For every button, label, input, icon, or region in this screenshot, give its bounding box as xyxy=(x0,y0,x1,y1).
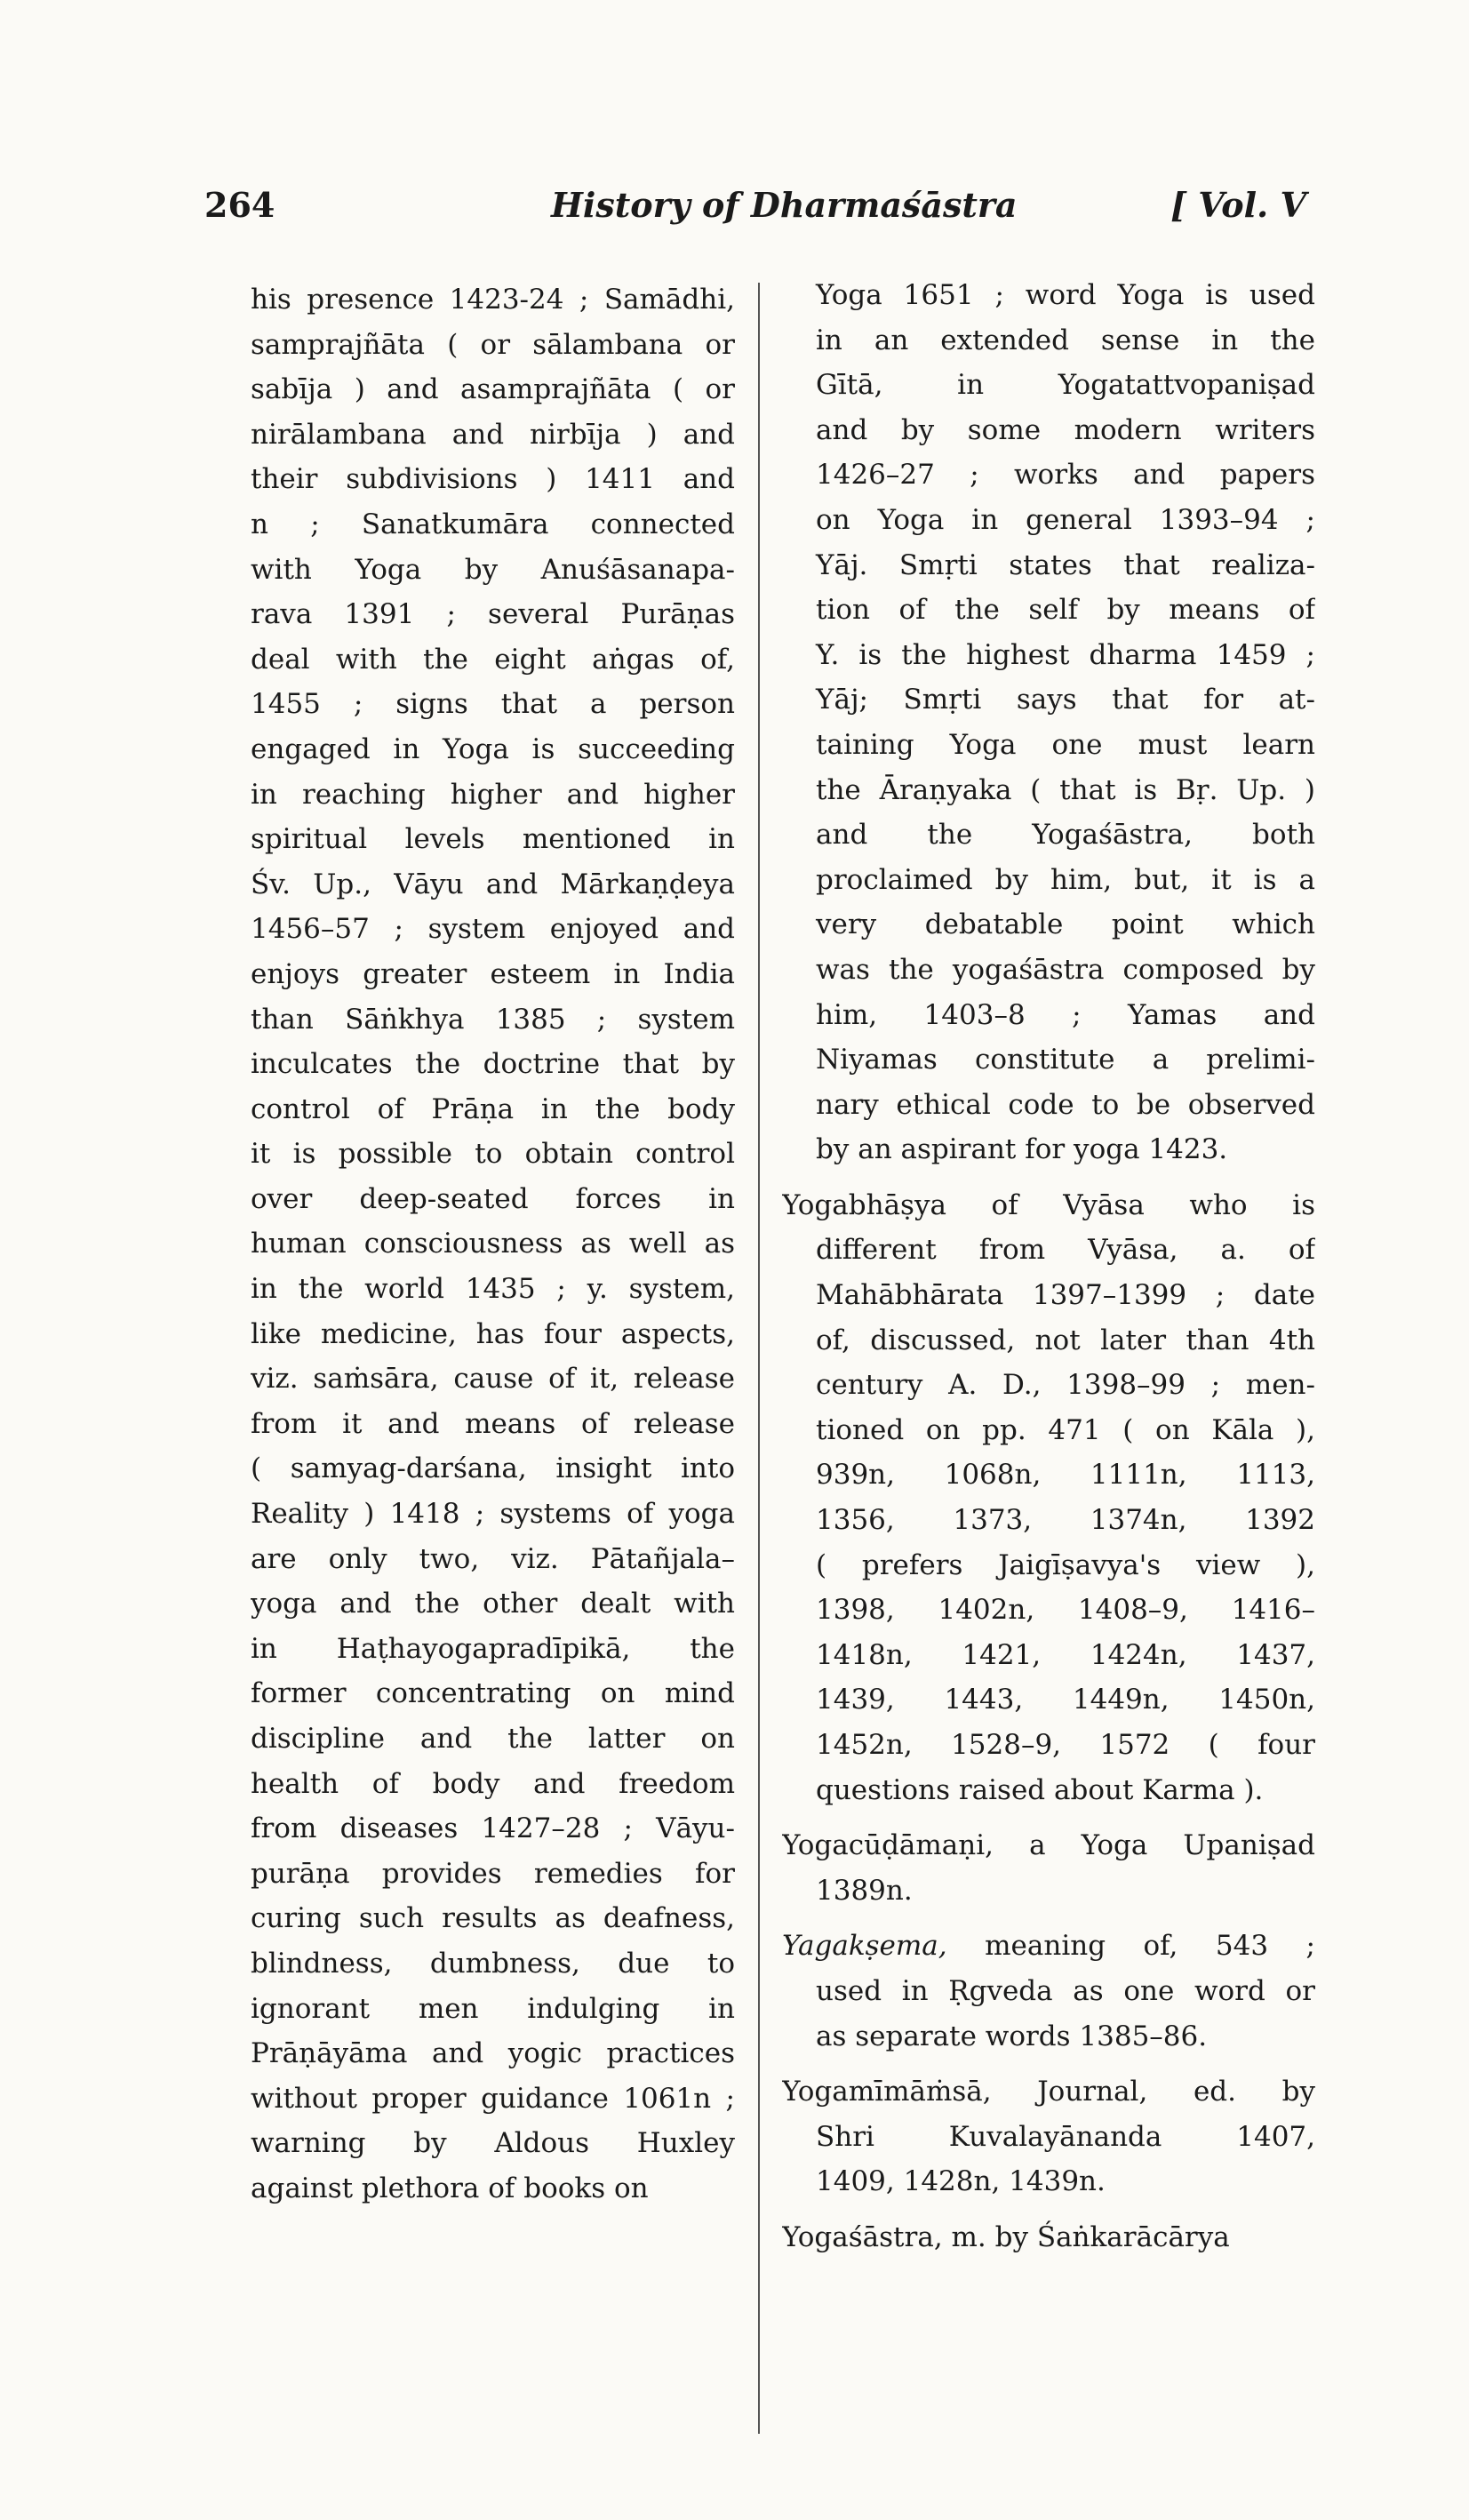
index-line: discipline and the latter on xyxy=(251,1723,735,1755)
running-title: History of Dharmaśāstra xyxy=(551,185,1018,225)
index-line: rava 1391 ; several Purāṇas xyxy=(251,598,735,631)
column-divider xyxy=(758,283,760,2434)
index-line: was the yogaśāstra composed by xyxy=(816,953,1315,986)
index-line: 1409, 1428n, 1439n. xyxy=(816,2165,1106,2198)
index-line: like medicine, has four aspects, xyxy=(251,1317,735,1350)
index-line: the Āraṇyaka ( that is Bṛ. Up. ) xyxy=(816,773,1315,806)
index-line: ignorant men indulging in xyxy=(251,1992,735,2025)
index-line: 1356, 1373, 1374n, 1392 xyxy=(816,1504,1315,1537)
index-line: spiritual levels mentioned in xyxy=(251,823,735,856)
index-line: enjoys greater esteem in India xyxy=(251,957,735,990)
term-rest: meaning of, 543 ; xyxy=(985,1930,1315,1963)
index-line: Mahābhārata 1397–1399 ; date xyxy=(816,1279,1315,1312)
index-line: nary ethical code to be observed xyxy=(816,1088,1315,1121)
index-line: deal with the eight aṅgas of, xyxy=(251,643,735,676)
index-line: over deep-seated forces in xyxy=(251,1182,735,1215)
index-line: Y. is the highest dharma 1459 ; xyxy=(816,638,1315,671)
index-line: warning by Aldous Huxley xyxy=(251,2127,735,2160)
index-line: as separate words 1385–86. xyxy=(816,2020,1208,2052)
index-line: 1398, 1402n, 1408–9, 1416– xyxy=(816,1594,1315,1627)
index-line: Reality ) 1418 ; systems of yoga xyxy=(251,1498,735,1531)
index-line: tion of the self by means of xyxy=(816,594,1315,627)
index-line: without proper guidance 1061n ; xyxy=(251,2082,735,2115)
index-line: 1439, 1443, 1449n, 1450n, xyxy=(816,1684,1315,1716)
index-line: control of Prāṇa in the body xyxy=(251,1092,735,1125)
index-line: 1389n. xyxy=(816,1874,913,1907)
index-line: Yāj; Smṛti says that for at- xyxy=(816,684,1315,716)
index-line: century A. D., 1398–99 ; men- xyxy=(816,1369,1315,1402)
right-column xyxy=(782,273,1315,2260)
left-column xyxy=(251,277,735,2212)
entry-yogabhasya xyxy=(782,1183,1315,1812)
index-line: proclaimed by him, but, it is a xyxy=(816,863,1315,896)
index-line: viz. saṁsāra, cause of it, release xyxy=(251,1363,735,1396)
page-header xyxy=(196,185,1306,238)
entry-yogamimamsa xyxy=(782,2069,1315,2204)
entry-yogacudamani xyxy=(782,1823,1315,1913)
index-line: inculcates the doctrine that by xyxy=(251,1048,735,1081)
index-line: Yogaśāstra, m. by Śaṅkarācārya xyxy=(782,2220,1230,2253)
index-line: Śv. Up., Vāyu and Mārkaṇḍeya xyxy=(251,868,735,900)
index-line: from diseases 1427–28 ; Vāyu- xyxy=(251,1812,735,1845)
index-line: ( samyag-darśana, insight into xyxy=(251,1452,735,1485)
index-line: from it and means of release xyxy=(251,1407,735,1440)
index-line: nirālambana and nirbīja ) and xyxy=(251,418,735,451)
index-line: n ; Sanatkumāra connected xyxy=(251,508,735,540)
index-line: Yoga 1651 ; word Yoga is used xyxy=(816,279,1315,311)
index-line: ( prefers Jaigīṣavya's view ), xyxy=(816,1548,1315,1581)
index-line: are only two, viz. Pātañjala– xyxy=(251,1542,735,1575)
index-line xyxy=(782,1924,1315,1969)
index-line: purāṇa provides remedies for xyxy=(251,1857,735,1890)
index-line: and the Yogaśāstra, both xyxy=(816,819,1315,852)
index-line: tioned on pp. 471 ( on Kāla ), xyxy=(816,1413,1315,1446)
index-line: Niyamas constitute a prelimi- xyxy=(816,1044,1315,1076)
volume-label: [ Vol. V xyxy=(1170,185,1306,225)
index-line: engaged in Yoga is succeeding xyxy=(251,732,735,765)
index-line: Gītā, in Yogatattvopaniṣad xyxy=(816,369,1315,402)
index-line: on Yoga in general 1393–94 ; xyxy=(816,503,1315,536)
index-line: against plethora of books on xyxy=(251,2172,649,2204)
index-line: Prāṇāyāma and yogic practices xyxy=(251,2037,735,2070)
index-line: Yogabhāṣya of Vyāsa who is xyxy=(782,1188,1315,1221)
index-line: than Sāṅkhya 1385 ; system xyxy=(251,1003,735,1036)
index-line: with Yoga by Anuśāsanapa- xyxy=(251,553,735,586)
index-line: his presence 1423-24 ; Samādhi, xyxy=(251,284,735,316)
italic-term: Yagakṣema, xyxy=(782,1930,947,1963)
index-line: very debatable point which xyxy=(816,908,1315,941)
index-line: 1418n, 1421, 1424n, 1437, xyxy=(816,1638,1315,1671)
index-line: 1426–27 ; works and papers xyxy=(816,459,1315,492)
index-line: different from Vyāsa, a. of xyxy=(816,1234,1315,1267)
index-line: in Haṭhayogapradīpikā, the xyxy=(251,1632,735,1665)
index-line: Yogacūḍāmaṇi, a Yoga Upaniṣad xyxy=(782,1829,1315,1862)
index-line: yoga and the other dealt with xyxy=(251,1588,735,1620)
index-line: 939n, 1068n, 1111n, 1113, xyxy=(816,1459,1315,1492)
index-line: Shri Kuvalayānanda 1407, xyxy=(816,2120,1315,2153)
index-line: used in Ṛgveda as one word or xyxy=(816,1974,1315,2007)
index-line: 1452n, 1528–9, 1572 ( four xyxy=(816,1729,1315,1761)
entry-yoga-continuation xyxy=(782,273,1315,1172)
index-line: questions raised about Karma ). xyxy=(816,1773,1264,1806)
index-line: taining Yoga one must learn xyxy=(816,728,1315,761)
index-line: sabīja ) and asamprajñāta ( or xyxy=(251,373,735,406)
index-line: former concentrating on mind xyxy=(251,1677,735,1710)
index-line: human consciousness as well as xyxy=(251,1228,735,1260)
index-line: blindness, dumbness, due to xyxy=(251,1947,735,1980)
index-line: by an aspirant for yoga 1423. xyxy=(816,1133,1228,1166)
index-line: it is possible to obtain control xyxy=(251,1138,735,1171)
index-line: Yāj. Smṛti states that realiza- xyxy=(816,548,1315,581)
index-line: in reaching higher and higher xyxy=(251,778,735,811)
index-line: in an extended sense in the xyxy=(816,324,1315,356)
index-line: him, 1403–8 ; Yamas and xyxy=(816,998,1315,1031)
entry-yagaksema xyxy=(782,1924,1315,2059)
index-line: their subdivisions ) 1411 and xyxy=(251,463,735,496)
index-line: health of body and freedom xyxy=(251,1767,735,1800)
index-line: Yogamīmāṁsā, Journal, ed. by xyxy=(782,2076,1315,2108)
index-line: samprajñāta ( or sālambana or xyxy=(251,328,735,361)
index-line: 1455 ; signs that a person xyxy=(251,688,735,721)
index-line: of, discussed, not later than 4th xyxy=(816,1324,1315,1356)
page-number: 264 xyxy=(204,185,275,225)
index-line: and by some modern writers xyxy=(816,413,1315,446)
index-line: curing such results as deafness, xyxy=(251,1902,735,1935)
index-line: in the world 1435 ; y. system, xyxy=(251,1273,735,1306)
entry-yogasastra xyxy=(782,2215,1315,2260)
index-line: 1456–57 ; system enjoyed and xyxy=(251,913,735,946)
